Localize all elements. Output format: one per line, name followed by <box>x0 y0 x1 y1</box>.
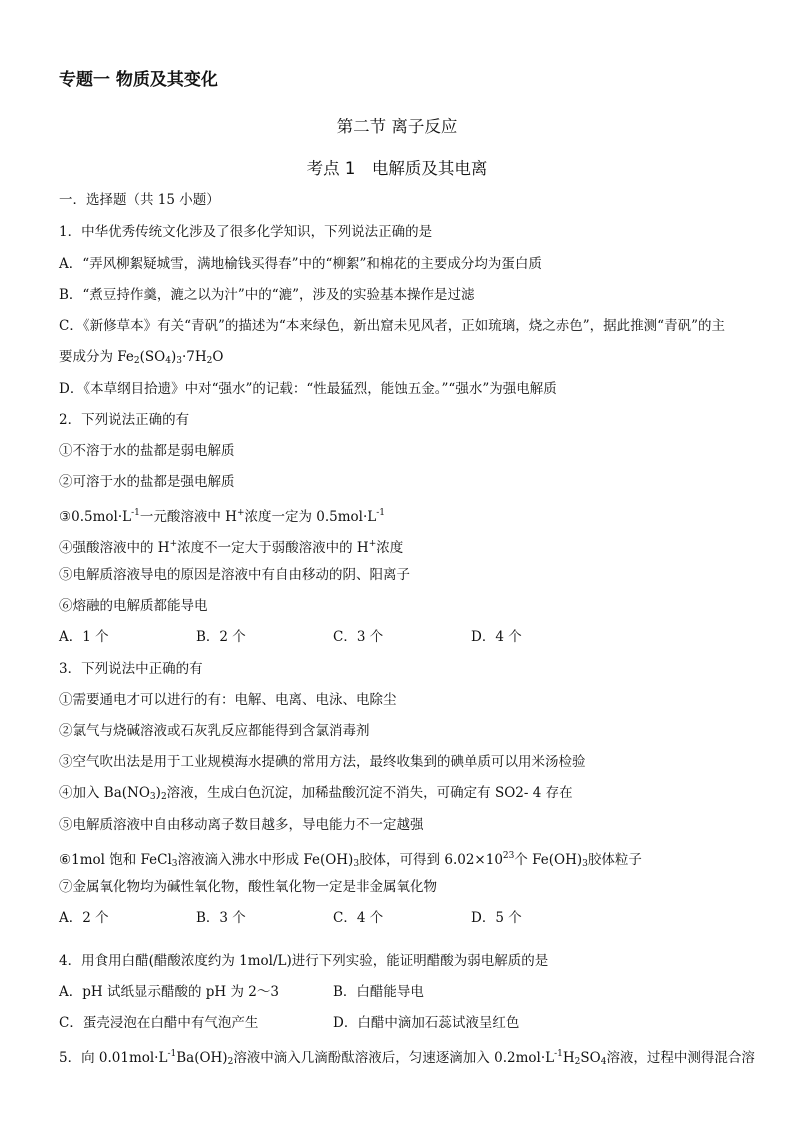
question-2-item-6: ⑥熔融的电解质都能导电 <box>59 598 208 614</box>
option-a: A．pH 试纸显示醋酸的 pH 为 2～3 <box>59 984 279 1000</box>
question-3-item-7: ⑦金属氧化物均为碱性氧化物，酸性氧化物一定是非金属氧化物 <box>59 879 437 895</box>
option-a: A．2 个 <box>59 910 109 926</box>
question-1-option-a: A．“弄风柳絮疑城雪，满地榆钱买得春”中的“柳絮”和棉花的主要成分均为蛋白质 <box>59 256 542 272</box>
question-3-item-1: ①需要通电才可以进行的有：电解、电离、电泳、电除尘 <box>59 692 397 708</box>
question-1-option-c-formula: 要成分为 $Fe_2(SO_4)_3\cdot 7H_2O$ <box>59 349 224 366</box>
option-b: B．3 个 <box>196 910 246 926</box>
option-d: D．白醋中滴加石蕊试液呈红色 <box>333 1015 520 1031</box>
part-heading: 一．选择题（共 15 小题） <box>59 192 220 208</box>
question-3-item-4: ④加入 $Ba(NO_3)_2$溶液，生成白色沉淀，加稀盐酸沉淀不消失，可确定有 SO2- 4 存在 <box>59 785 573 802</box>
question-2-options <box>59 627 759 647</box>
question-3-options <box>59 908 759 928</box>
option-d: D．5 个 <box>471 910 522 926</box>
question-4-stem: 4．用食用白醋(醋酸浓度约为 1mol/L)进行下列实验，能证明醋酸为弱电解质的是 <box>59 953 549 969</box>
question-1-option-d: D．《本草纲目拾遗》中对“强水”的记载：“性最猛烈，能蚀五金。”“强水”为强电解质 <box>59 381 557 397</box>
option-c: C．4 个 <box>333 910 384 926</box>
section-title: 第二节 离子反应 <box>336 117 458 136</box>
option-c: C．3 个 <box>333 629 384 645</box>
question-2-stem: 2．下列说法正确的有 <box>59 412 190 428</box>
option-c: C．蛋壳浸泡在白醋中有气泡产生 <box>59 1015 259 1031</box>
question-2-item-4: ④强酸溶液中的 H+浓度不一定大于弱酸溶液中的 H+浓度 <box>59 539 404 556</box>
question-1-option-c: C．《新修草本》有关“青矾”的描述为“本来绿色，新出窟未见风者，正如琉璃，烧之赤色”，据此推测“青矾”的主 <box>59 318 725 334</box>
question-4-options-row-2 <box>59 1013 759 1033</box>
question-3-item-6: ⑥1mol 饱和 FeCl$_3$溶液滴入沸水中形成 $Fe(OH)_3$胶体，可得到 $6.02\times 10^{23}$个 $Fe(OH)_3$胶体粒子 <box>59 851 642 869</box>
question-1-option-b: B．“煮豆持作羹，漉之以为汁”中的“漉”，涉及的实验基本操作是过滤 <box>59 287 475 303</box>
question-3-stem: 3．下列说法中正确的有 <box>59 661 203 677</box>
question-2-item-5: ⑤电解质溶液导电的原因是溶液中有自由移动的阴、阳离子 <box>59 567 410 583</box>
topic-heading: 专题一 物质及其变化 <box>59 70 218 90</box>
question-2-item-2: ②可溶于水的盐都是强电解质 <box>59 474 235 490</box>
question-3-item-5: ⑤电解质溶液中自由移动离子数目越多，导电能力不一定越强 <box>59 817 424 833</box>
question-3-item-3: ③空气吹出法是用于工业规模海水提碘的常用方法，最终收集到的碘单质可以用米汤检验 <box>59 754 586 770</box>
question-2-item-1: ①不溶于水的盐都是弱电解质 <box>59 443 235 459</box>
question-3-item-2: ②氯气与烧碱溶液或石灰乳反应都能得到含氯消毒剂 <box>59 723 370 739</box>
option-b: B．白醋能导电 <box>333 984 424 1000</box>
option-a: A．1 个 <box>59 629 109 645</box>
question-2-item-3: $③0.5mol\cdot L^{-1}$一元酸溶液中 H+浓度一定为 $0.5mol\cdot L^{-1}$ <box>59 508 386 525</box>
question-4-options-row-1 <box>59 982 759 1002</box>
option-d: D．4 个 <box>471 629 522 645</box>
option-b: B．2 个 <box>196 629 246 645</box>
subsection-title: 考点 1 电解质及其电离 <box>306 159 488 178</box>
question-5-stem: 5．向 $0.01mol\cdot L^{-1}Ba(OH)_2$溶液中滴入几滴酚酞溶液后，匀速逐滴加入 $0.2mol\cdot L^{-1}H_2SO_4$溶液，过程中测得混合溶 <box>59 1049 755 1067</box>
question-1-stem: 1．中华优秀传统文化涉及了很多化学知识，下列说法正确的是 <box>59 224 433 240</box>
